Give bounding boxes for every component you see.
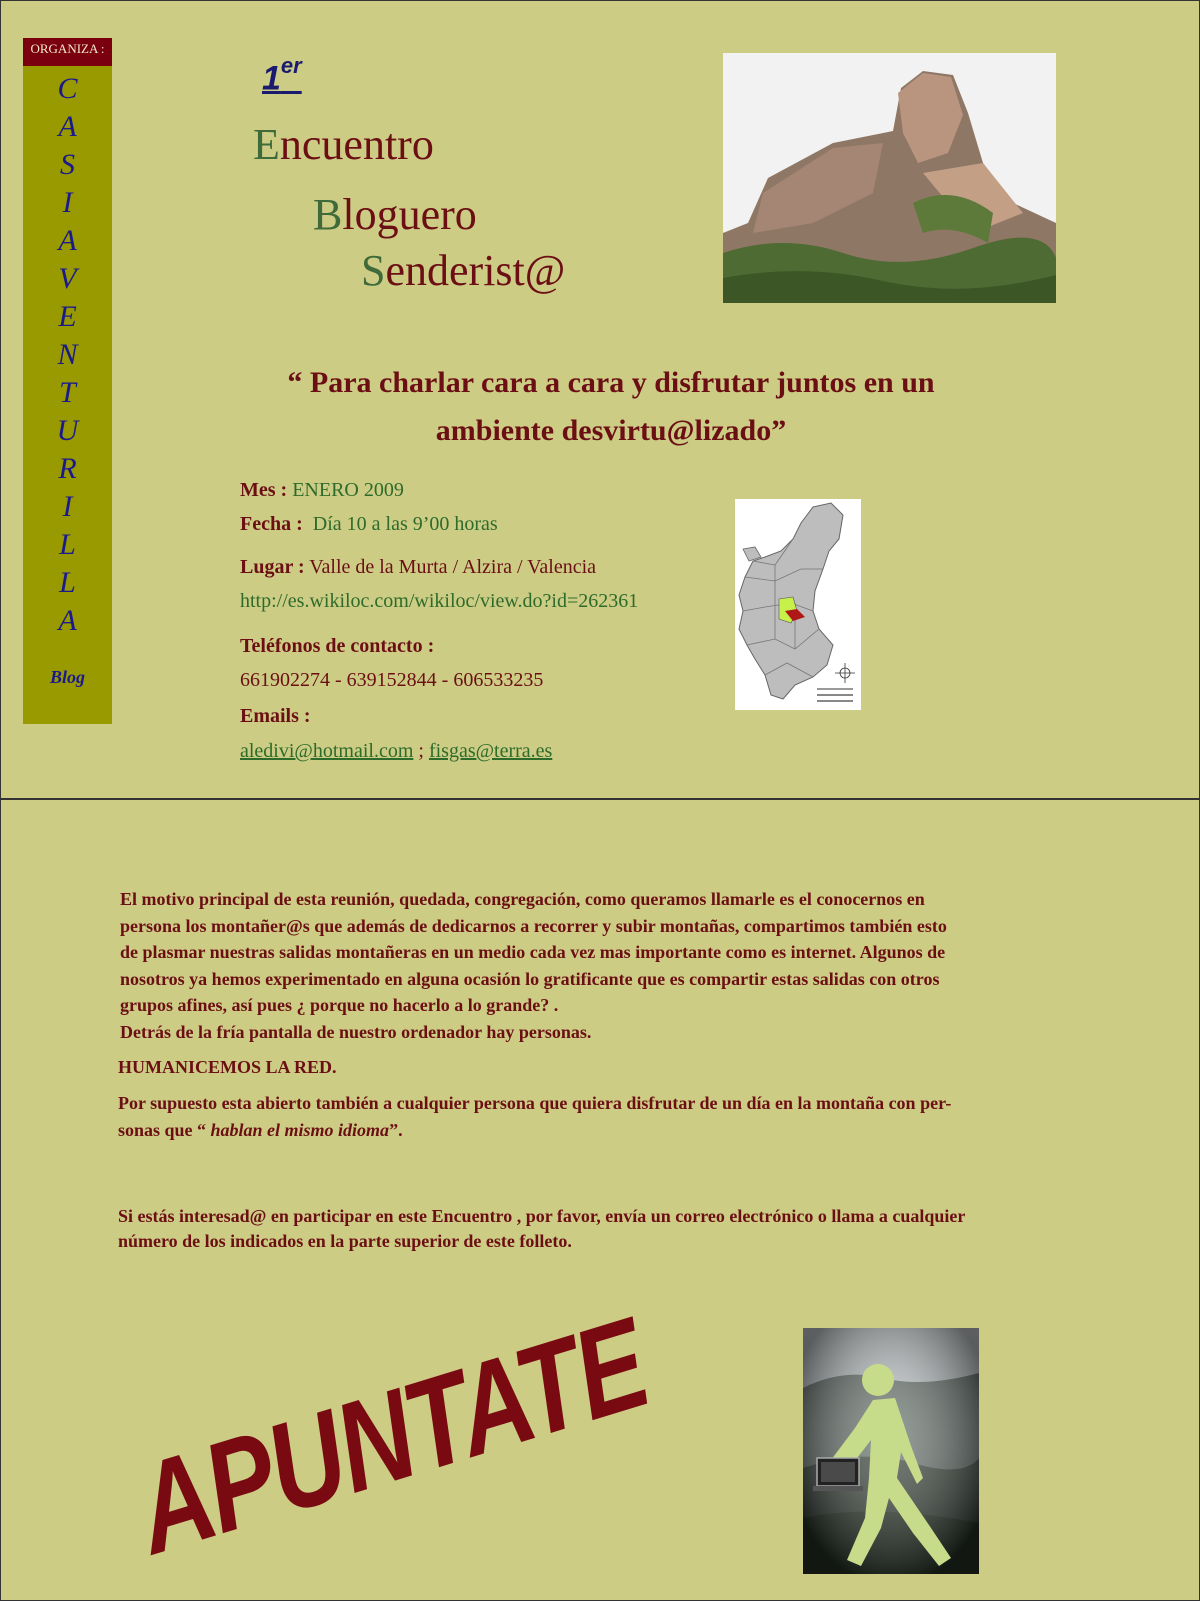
sidebar-letter: L [59,528,76,561]
fecha-row [240,513,498,536]
flyer-page-1 [0,0,1200,799]
title-initial: S [361,246,386,295]
tagline-line-2: ambiente desvirtu@lizado” [435,414,787,447]
valencia-region-map [735,499,861,710]
ordinal-first [262,53,302,98]
mountain-photo [723,53,1056,303]
title-initial: E [253,120,280,169]
text-run: sonas que “ [118,1119,211,1140]
sidebar-letter: V [58,262,77,295]
sidebar-letter: A [58,224,77,257]
paragraph-line: grupos afines, así pues ¿ porque no hacerlo a lo grande? . [120,995,559,1015]
title-encuentro [253,119,434,170]
interesado-paragraph [118,1204,1068,1254]
telefonos-label [240,635,434,658]
emails-label-text: Emails : [240,705,311,727]
telefonos-label-text: Teléfonos de contacto : [240,635,435,657]
paragraph-line: número de los indicados en la parte superior de este folleto. [118,1231,572,1251]
paragraph-line: Si estás interesad@ en participar en este Encuentro , por favor, envía un correo electrónico o llama a cualquier [118,1206,966,1226]
ordinal-number: 1 [262,59,281,98]
mes-value: ENERO 2009 [292,479,404,501]
paragraph-line: Por supuesto esta abierto también a cualquier persona que quiera disfrutar de un día en la montaña con per- [118,1093,952,1113]
sidebar-letter: A [58,604,77,637]
email-separator: ; [413,740,429,762]
sidebar-letter: I [62,186,73,219]
motivo-paragraph [120,886,1070,1045]
email-link-fisgas[interactable]: fisgas@terra.es [428,740,553,762]
mes-row [240,479,404,502]
emails-row [240,740,552,763]
fecha-label: Fecha : [240,513,303,535]
sidebar-letter: C [57,72,78,105]
abierto-paragraph [118,1090,1068,1143]
apuntate-headline: APUNTATE [118,1291,662,1582]
tagline-line-1: “ Para charlar cara a cara y disfrutar juntos en un [287,366,935,399]
hiker-walking-image [803,1328,979,1574]
blog-label: Blog [49,667,85,687]
sidebar-letter: S [60,148,75,181]
email-link-aledivi[interactable]: aledivi@hotmail.com [240,740,414,762]
sidebar-letter: L [59,566,76,599]
title-bloguero [313,189,477,240]
casiaventurilla-sidebar [23,38,112,724]
tagline [211,359,1011,455]
ordinal-suffix: er [280,53,302,78]
paragraph-line [118,1117,1068,1144]
sidebar-letter: R [58,452,77,485]
paragraph-line: persona los montañer@s que además de dedicarnos a recorrer y subir montañas, compartimos también esto [120,915,947,936]
sidebar-letter: A [58,110,77,143]
emails-label [240,705,311,728]
title-senderista [361,245,565,296]
lugar-value: Valle de la Murta / Alzira / Valencia [309,556,597,578]
sidebar-letter: E [58,300,77,333]
sidebar-letter: I [62,490,73,523]
vertical-blog-name [23,66,112,640]
sidebar-letter: U [56,414,79,447]
humanicemos-heading: HUMANICEMOS LA RED. [118,1057,337,1077]
paragraph-line: Detrás de la fría pantalla de nuestro ordenador hay personas. [120,1021,592,1042]
telefonos-value: 661902274 - 639152844 - 606533235 [240,669,544,691]
mes-label: Mes : [240,479,288,501]
paragraph-line: El motivo principal de esta reunión, quedada, congregación, como queramos llamarle es el conocernos en [120,889,925,909]
lugar-label: Lugar : [240,556,305,578]
title-rest: loguero [342,190,477,239]
sidebar-letter: N [57,338,78,371]
paragraph-line: de plasmar nuestras salidas montañeras en un medio cada vez mas importante como es internet. Algunos de [120,942,946,962]
title-rest: ncuentro [279,120,434,169]
lugar-row [240,556,596,579]
text-run: ”. [389,1119,403,1140]
sidebar-letter: T [59,376,76,409]
title-initial: B [313,190,343,239]
italic-run: hablan el mismo idioma [210,1119,390,1140]
fecha-value: Día 10 a las 9’00 horas [312,513,498,535]
paragraph-line: nosotros ya hemos experimentado en alguna ocasión lo gratificante que es compartir estas salidas con otros [120,968,940,989]
organiza-label: ORGANIZA : [23,38,112,66]
wikiloc-url[interactable]: http://es.wikiloc.com/wikiloc/view.do?id=262361 [240,590,639,612]
title-rest: enderist@ [385,246,566,295]
